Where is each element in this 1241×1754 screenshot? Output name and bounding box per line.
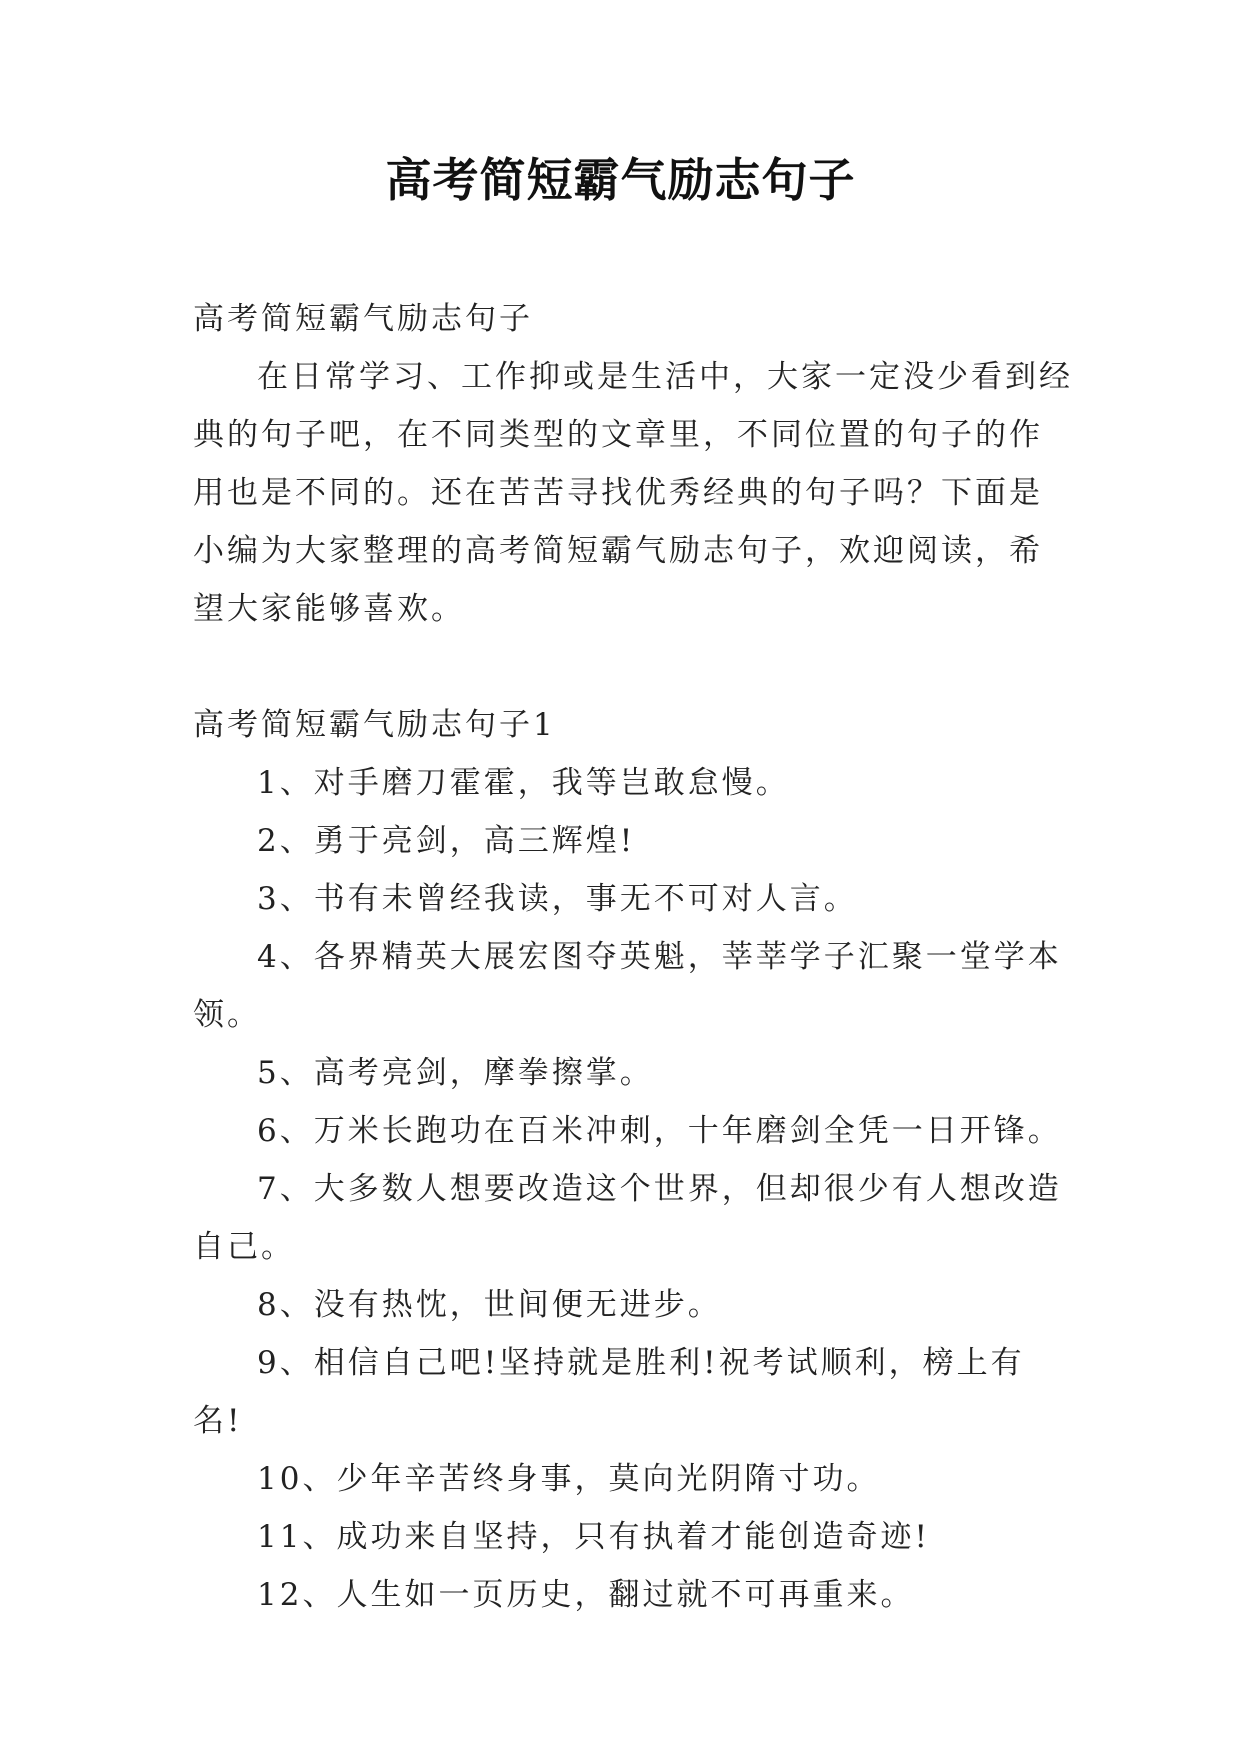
intro-paragraph: 在日常学习、工作抑或是生活中，大家一定没少看到经典的句子吧，在不同类型的文章里，不同位置的句子的作用也是不同的。还在苦苦寻找优秀经典的句子吗？下面是小编为大家整理的高考简短霸气励志句子，欢迎阅读，希望大家能够喜欢。 bbox=[193, 359, 1073, 627]
list-item: 4、各界精英大展宏图夺英魁，莘莘学子汇聚一堂学本领。 bbox=[193, 939, 1062, 1033]
list-item: 5、高考亮剑，摩拳擦掌。 bbox=[257, 1055, 654, 1091]
list-item: 2、勇于亮剑，高三辉煌! bbox=[257, 823, 636, 859]
list-item: 11、成功来自坚持，只有执着才能创造奇迹! bbox=[257, 1519, 930, 1555]
spacer bbox=[193, 638, 1073, 696]
list-item: 7、大多数人想要改造这个世界，但却很少有人想改造自己。 bbox=[193, 1171, 1062, 1265]
list-item: 3、书有未曾经我读，事无不可对人言。 bbox=[257, 881, 858, 917]
list-item: 8、没有热忱，世间便无进步。 bbox=[257, 1287, 722, 1323]
list-item: 10、少年辛苦终身事，莫向光阴隋寸功。 bbox=[257, 1461, 881, 1497]
list-item: 12、人生如一页历史，翻过就不可再重来。 bbox=[257, 1577, 915, 1613]
list-item: 9、相信自己吧!坚持就是胜利!祝考试顺利，榜上有名! bbox=[193, 1345, 1025, 1439]
subtitle: 高考简短霸气励志句子 bbox=[193, 301, 533, 337]
section-title: 高考简短霸气励志句子1 bbox=[193, 707, 556, 743]
document-body bbox=[193, 290, 1073, 1624]
list-item: 1、对手磨刀霍霍，我等岂敢怠慢。 bbox=[257, 765, 790, 801]
list-item: 6、万米长跑功在百米冲刺，十年磨剑全凭一日开锋。 bbox=[257, 1113, 1062, 1149]
page-title: 高考简短霸气励志句子 bbox=[385, 153, 856, 207]
